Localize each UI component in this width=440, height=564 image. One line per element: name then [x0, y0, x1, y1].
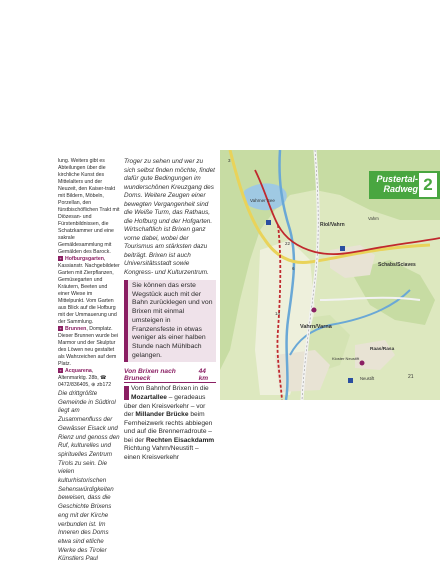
town-description: Die drittgrößte Gemeinde in Südtirol liegt am Zusammenfluss der Gewässer Eisack und Rienz und genoss den Ruf, kulturelles und spirituelles Zentrum Tirols zu sein. Die vielen kulturhistorischen Sehenswürdigkeiten beweisen, dass die Geschichte Brixens eng mit der Kirche verbunden ist. Im Inneren des Doms etwa sind etliche Werke des Tiroler Künstlers Paul [58, 390, 120, 563]
entry-name: Hofburgsgarten [65, 256, 104, 262]
tip-marker-icon [124, 280, 128, 289]
entry-name: Brunnen [65, 326, 87, 332]
route-distance: 44 km [198, 368, 209, 383]
chapter-title: Pustertal- Radweg [376, 174, 418, 194]
entry-text: , Altenmarktg. 28b, ☎ 0472/836405, ⊕ zb172 [58, 368, 112, 388]
entry-brunnen [58, 326, 120, 368]
entry-text: , Kassianstr. Nachgebildeter Garten mit Zierpflanzen, Gemüsegarten und Kräutern, Beeten und einer Wiese im Mittelpunkt. Vom Garten aus Blick auf die Hofburg mit der Ummauerung und der Sammlung. [58, 256, 120, 325]
marker-icon: + [59, 326, 62, 331]
map-label-riol: Riol/Vahrn [320, 222, 345, 228]
tip-text: Sie können das erste Wegstück auch mit der Bahn zurücklegen und von Brixen mit einmal umsteigen in Franzensfeste in etwas weniger als einer halben Stunde nach Mühlbach gelangen. [132, 282, 213, 359]
map-km-label: 3 [228, 158, 231, 163]
chapter-number: 2 [419, 173, 437, 197]
sight-icon [312, 308, 317, 313]
map-label-vahrn: Vahrn [368, 216, 379, 221]
train-tip-box [124, 280, 216, 362]
middle-text-column [124, 158, 216, 463]
map-km-label: 21 [408, 374, 414, 380]
parking-icon [348, 378, 353, 383]
route-description: Vom Bahnhof Brixen in die Mozartallee – geradeaus über den Kreisverkehr – vor der Millander Brücke beim Fernheizwerk rechts abbiegen und auf die Brennerradroute – bei der Rechten Eisackdamm Richtung Vahrn/Neustift – einen Kreisverkehr [124, 385, 215, 462]
map-label-kloster: Kloster Neustift [332, 356, 360, 361]
hotel-icon [266, 220, 271, 225]
map-label-vahrn2: Vahrn/Varna [300, 324, 332, 330]
route-title: Von Brixen nach Bruneck [124, 368, 176, 383]
map-km-label: 6 [292, 266, 295, 271]
entry-acquarena [58, 368, 120, 389]
entry-hofburgsgarten [58, 256, 120, 326]
left-text-column [58, 158, 120, 564]
map-label-neustift: Neustift [360, 376, 375, 381]
intro-paragraph: lung. Weiters gibt es Abteilungen über die kirchliche Kunst des Mittelalters und der Neuzeit, den Kaiser-trakt mit Bildern, Möbeln, Porzellan, den fürstbischöflichen Trakt mit Diözesan- und Fürstenbildnissen, die Schatzkammer und eine sakrale Gemäldesammlung mit Gemälden des Barock. [58, 158, 120, 255]
marker-icon: + [59, 368, 62, 373]
chapter-tab [369, 171, 440, 199]
route-heading [124, 368, 216, 383]
entry-name: Acquarena [65, 368, 92, 374]
marker-icon: + [59, 256, 62, 261]
sight-icon [360, 361, 365, 366]
hotel-icon [340, 246, 345, 251]
map-label-rasa: Raas/Rasa [370, 347, 395, 352]
map-label-schabs: Schabs/Sciaves [378, 262, 416, 268]
entry-text: , Domplatz. Dieser Brunnen wurde bei Marmor und der Skulptur des Löwen neu gestaltet als Wahrzeichen auf dem Platz. [58, 326, 118, 367]
town-description-cont: Troger zu sehen und wer zu sich selbst finden möchte, findet dafür gute Bedingungen im wunderschönen Kreuzgang des Doms. Weitere Zeugen einer bewegten Vergangenheit sind die Weiße Turm, das Rathaus, die Hofburg und der Hofgarten. Wirtschaftlich ist Brixen ganz vorne dabei, wobei der Tourismus am stärksten dazu beiträgt. Brixen ist auch Universitätsstadt sowie Kongress- und Kulturzentrum. [124, 158, 215, 276]
dropcap-icon [124, 386, 129, 400]
map-km-label: 22 [285, 241, 291, 246]
map-label-lake: Vahrner See [250, 198, 275, 203]
map-km-label: 14 [275, 311, 281, 316]
